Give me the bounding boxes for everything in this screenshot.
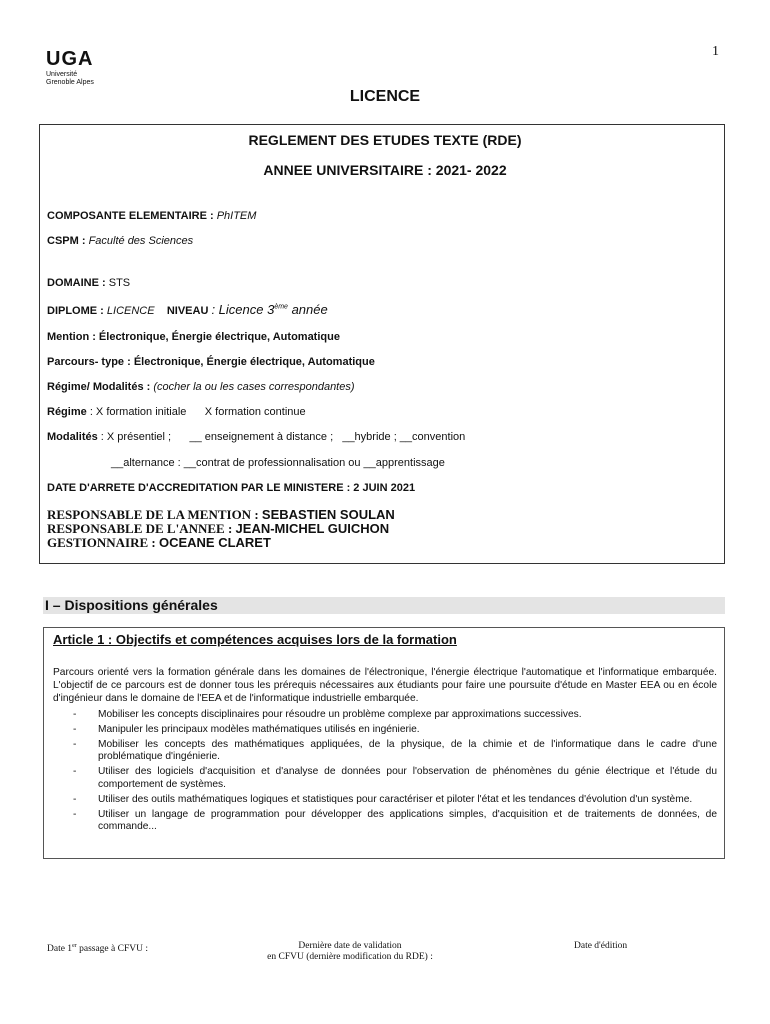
resp-annee-label: RESPONSABLE DE L'ANNEE : — [47, 521, 233, 536]
composante-line — [47, 210, 256, 222]
footer-first-pass: Date 1er passage à CFVU : — [47, 943, 148, 955]
section-heading: I – Dispositions générales — [43, 597, 725, 614]
gestionnaire-line — [47, 535, 271, 551]
resp-mention-name: SEBASTIEN SOULAN — [261, 507, 395, 522]
page-number: 1 — [712, 44, 719, 59]
parcours-line — [47, 356, 375, 368]
diplome-line — [47, 302, 328, 317]
cspm-line — [47, 235, 193, 247]
mention-text: Mention : Électronique, Énergie électrique, Automatique — [47, 331, 340, 343]
regime-value: : X formation initiale X formation continue — [89, 406, 306, 418]
resp-mention-label: RESPONSABLE DE LA MENTION : — [47, 507, 259, 522]
resp-annee-name: JEAN-MICHEL GUICHON — [235, 521, 390, 536]
date-arrete-text: DATE D'ARRETE D'ACCREDITATION PAR LE MINISTERE : 2 JUIN 2021 — [47, 482, 416, 494]
footer-last-validation: Dernière date de validation en CFVU (dernière modification du RDE) : — [267, 941, 433, 962]
diplome-value: LICENCE — [106, 305, 155, 317]
list-item: - Utiliser un langage de programmation pour développer des applications simples, d'acquisition et de traitements de données, de commande... — [53, 809, 717, 835]
composante-value: PhITEM — [216, 210, 257, 222]
mention-line — [47, 331, 340, 343]
modalites-line-2: __alternance : __contrat de professionnalisation ou __apprentissage — [111, 457, 445, 469]
header-box — [39, 124, 725, 564]
article-bullets — [53, 709, 717, 836]
modalites-value: : X présentiel ; __ enseignement à distance ; __hybride ; __convention — [100, 431, 466, 443]
logo-line-2: Grenoble Alpes — [46, 79, 94, 86]
gestionnaire-name: OCEANE CLARET — [158, 535, 271, 550]
modalites-line — [47, 431, 465, 443]
year-title: ANNEE UNIVERSITAIRE : 2021- 2022 — [263, 162, 507, 178]
list-item: - Mobiliser les concepts des mathématiques appliquées, de la physique, de la chimie et de l'informatique dans le cadre d'une problématique d'ingénierie. — [53, 739, 717, 765]
uga-logo — [46, 48, 94, 87]
diplome-label: DIPLOME : — [47, 305, 104, 317]
domaine-line — [47, 277, 130, 289]
list-item: - Mobiliser les concepts disciplinaires pour résoudre un problème complexe par approximations successives. — [53, 709, 717, 722]
composante-label: COMPOSANTE ELEMENTAIRE : — [47, 210, 214, 222]
regime-modalites-line — [47, 381, 355, 393]
cspm-label: CSPM : — [47, 235, 86, 247]
logo-mark: UGA — [46, 48, 94, 70]
modalites-label: Modalités — [47, 431, 98, 443]
regime-label: Régime — [47, 406, 87, 418]
date-arrete-line — [47, 482, 415, 494]
domaine-value: STS — [108, 277, 131, 289]
article-title: Article 1 : Objectifs et compétences acquises lors de la formation — [53, 632, 457, 647]
article-paragraph: Parcours orienté vers la formation générale dans les domaines de l'électronique, l'énergie électrique l'automatique et l'informatique embarquée. L'objectif de ce parcours est de donner tous les prérequis nécessaires aux étudiants pour faire une poursuite d'étude en Master EEA ou en école d'ingénieur dans le domaine de l'EEA et de l'informatique industrielle embarquée. — [53, 667, 717, 704]
domaine-label: DOMAINE : — [47, 277, 106, 289]
niveau-label: NIVEAU — [166, 305, 209, 317]
logo-line-1: Université — [46, 71, 78, 78]
parcours-value: : Électronique, Énergie électrique, Automatique — [127, 356, 375, 368]
regime-modalites-label: Régime/ Modalités : — [47, 381, 151, 393]
niveau-value: : Licence 3ème année — [211, 302, 328, 317]
list-item: - Utiliser des outils mathématiques logiques et statistiques pour caractériser et piloter l'état et les tendances d'évolution d'un système. — [53, 794, 717, 807]
list-item: - Manipuler les principaux modèles mathématiques utilisés en ingénierie. — [53, 724, 717, 737]
cspm-value: Faculté des Sciences — [88, 235, 194, 247]
list-item: - Utiliser des logiciels d'acquisition et d'analyse de données pour l'observation de phénomènes du génie électrique et l'étude du comportement de systèmes. — [53, 766, 717, 792]
footer-edition-date: Date d'édition — [574, 941, 628, 951]
parcours-label: Parcours- type — [47, 356, 125, 368]
gestionnaire-label: GESTIONNAIRE : — [47, 535, 156, 550]
regime-line — [47, 406, 306, 418]
rde-title: REGLEMENT DES ETUDES TEXTE (RDE) — [248, 132, 522, 148]
document-title: LICENCE — [349, 88, 421, 105]
regime-modalites-note: (cocher la ou les cases correspondantes) — [153, 381, 355, 393]
